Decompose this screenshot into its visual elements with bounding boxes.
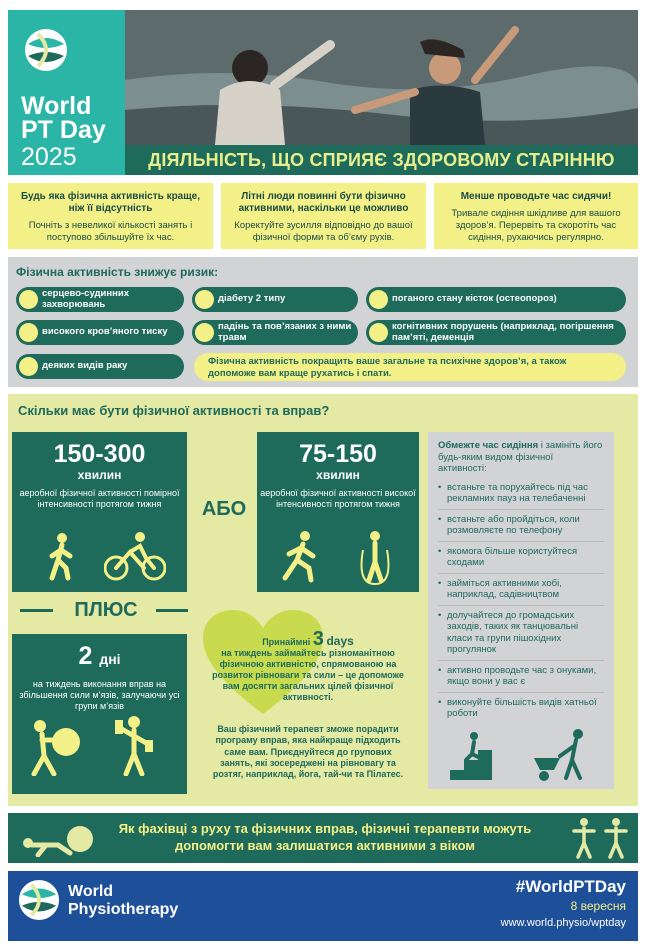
list-item: • займіться активними хобі, наприклад, садівництвом <box>438 578 604 606</box>
activity-amount-section <box>8 394 638 806</box>
divider-line <box>20 609 53 612</box>
tip-title: Літні люди повинні бути фізично активними, наскільки це можливо <box>238 191 409 214</box>
risk-item-label: діабету 2 типу <box>218 293 286 305</box>
footer <box>8 871 638 941</box>
risk-note: Фізична активність покращить ваше загальне та психічне здоров’я, а також допоможе вам краще рухатись і спати. <box>194 353 626 381</box>
website-link[interactable]: www.world.physio/wptday <box>500 917 626 929</box>
tip-card-be-active <box>221 183 426 249</box>
stairs-icon <box>450 732 506 782</box>
tip-title: Менше проводьте час сидячи! <box>460 191 612 202</box>
physio-advice-text: Ваш фізичний терапевт зможе порадити програму вправ, яка найкраще підходить саме вам. Приєднуйтеся до групових занять, які зосереджені на рівновагу та розтяг, наприклад, йога, тай-чи та Пілатес. <box>212 724 404 780</box>
limit-sitting-intro: і замініть його будь-яким видом фізичної активності: <box>438 440 603 474</box>
bullet-dot-icon <box>195 323 214 342</box>
stretching-icon <box>18 823 94 857</box>
risk-title: Фізична активність знижує ризик: <box>16 265 219 279</box>
at-least-label: Принаймні <box>262 637 311 647</box>
plus-divider <box>18 599 188 621</box>
logo-panel <box>8 10 125 175</box>
logo-line-1: World <box>21 92 92 120</box>
world-physiotherapy-logo-icon <box>18 879 60 921</box>
logo-text <box>21 94 106 142</box>
tip-title: Будь яка фізична активність краще, ніж її відсутність <box>20 191 201 214</box>
risk-item-label: когнітивних порушень (наприклад, погіршення пам’яті, деменція <box>392 321 614 343</box>
exercise-ball-icon <box>26 716 82 776</box>
risk-item-bones <box>366 287 626 312</box>
limit-sitting-heading: Обмежте час сидіння <box>438 440 539 451</box>
bullet-dot-icon <box>19 323 38 342</box>
org-line-2: Physiotherapy <box>68 901 179 918</box>
bullet-dot-icon <box>369 290 388 309</box>
logo-year: 2025 <box>21 143 77 171</box>
list-item: • активно проводьте час з онуками, якщо вони у вас є <box>438 665 604 693</box>
jump-rope-icon <box>355 528 395 586</box>
org-line-1: World <box>68 883 114 900</box>
running-icon <box>277 530 321 584</box>
limit-sitting-panel <box>428 432 614 789</box>
risk-item-label: серцево-судинних захворювань <box>42 288 129 310</box>
risk-item-label: падінь та пов’язаних з ними травм <box>218 321 352 343</box>
activity-description: аеробної фізичної активності помірної інтенсивності протягом тижня <box>19 488 180 509</box>
list-item: • якомога більше користуйтеся сходами <box>438 546 604 574</box>
minutes-value: 150-300 <box>53 440 146 468</box>
risk-item-label: поганого стану кісток (остеопороз) <box>392 293 557 305</box>
tip-card-sit-less <box>434 183 638 249</box>
risk-item-label: деяких видів раку <box>42 360 128 372</box>
risk-item-cancer <box>16 354 184 379</box>
bullet-dot-icon <box>369 323 388 342</box>
risk-item-blood-pressure <box>16 320 184 345</box>
risk-item-cognitive <box>366 320 626 345</box>
list-item: • встаньте або пройдіться, коли розмовляєте по телефону <box>438 514 604 542</box>
days-value: 3 <box>312 628 324 650</box>
risk-section <box>8 257 638 387</box>
cycling-icon <box>104 532 166 582</box>
list-item: • встаньте та порухайтесь під час рекламних пауз на телебаченні <box>438 482 604 510</box>
minutes-unit: хвилин <box>77 468 122 482</box>
physio-banner <box>8 813 638 863</box>
vigorous-activity-box <box>257 432 419 592</box>
risk-item-label: високого кров’яного тиску <box>42 326 168 338</box>
plus-label: ПЛЮС <box>74 599 138 621</box>
walking-icon <box>42 532 82 582</box>
days-unit: дні <box>99 651 121 667</box>
or-label: АБО <box>201 498 247 520</box>
list-item: • долучайтеся до громадських заходів, таких як танцювальні класи та групи пішохідних прогулянок <box>438 610 604 661</box>
days-unit: days <box>326 634 354 648</box>
dumbbell-icon <box>112 714 156 776</box>
logo-line-2: PT Day <box>21 116 106 144</box>
page-title: ДІЯЛЬНІСТЬ, ЩО СПРИЯЄ ЗДОРОВОМУ СТАРІННЮ <box>125 145 638 175</box>
header-photo <box>125 10 638 145</box>
world-pt-day-logo-icon <box>24 28 68 72</box>
risk-item-cardiovascular <box>16 287 184 312</box>
bullet-dot-icon <box>19 290 38 309</box>
organization-name <box>68 883 178 919</box>
list-item: • виконуйте більшість видів хатньої роботи <box>438 697 604 724</box>
minutes-value: 75-150 <box>299 440 377 468</box>
moderate-activity-box <box>12 432 187 592</box>
wheelbarrow-icon <box>532 728 592 782</box>
minutes-unit: хвилин <box>316 468 360 482</box>
tip-text: Коректуйте зусилля відповідно до вашої фізичної форми та об’єму рухів. <box>234 220 413 243</box>
risk-item-diabetes <box>192 287 358 312</box>
limit-sitting-list <box>438 482 604 724</box>
hashtag: #WorldPTDay <box>515 877 626 896</box>
activity-description: аеробної фізичної активності високої інтенсивності протягом тижня <box>260 488 416 509</box>
group-exercise-icon <box>570 817 632 859</box>
section-title: Скільки має бути фізичної активності та вправ? <box>18 403 330 418</box>
strength-days-box <box>12 634 187 794</box>
days-value: 2 <box>78 642 93 670</box>
bullet-dot-icon <box>19 357 38 376</box>
banner-text: Як фахівці з руху та фізичних вправ, фізичні терапевти можуть допомогти вам залишатися активними з віком <box>118 821 532 853</box>
tip-text: Почніть з невеликої кількості занять і поступово збільшуйте їх час. <box>28 220 193 243</box>
risk-item-falls <box>192 320 358 345</box>
balance-strength-text: на тиждень займайтесь різноманітною фізичною активністю, спрямованою на розвиток рівноваги та сили – це допоможе вам досягти загальних цілей фізичної активності. <box>212 648 404 702</box>
divider-line <box>156 609 188 612</box>
event-date: 8 вересня <box>570 899 626 913</box>
tip-card-any-activity <box>8 183 213 249</box>
three-days-text <box>208 628 408 703</box>
bullet-dot-icon <box>195 290 214 309</box>
activity-description: на тиждень виконання вправ на збільшення сили м’язів, залучаючи усі групи м’язів <box>19 679 180 711</box>
tip-text: Тривале сидіння шкідливе для вашого здоров’я. Перервіть та скоротіть час сидіння, рухаючись регулярно. <box>451 208 621 243</box>
